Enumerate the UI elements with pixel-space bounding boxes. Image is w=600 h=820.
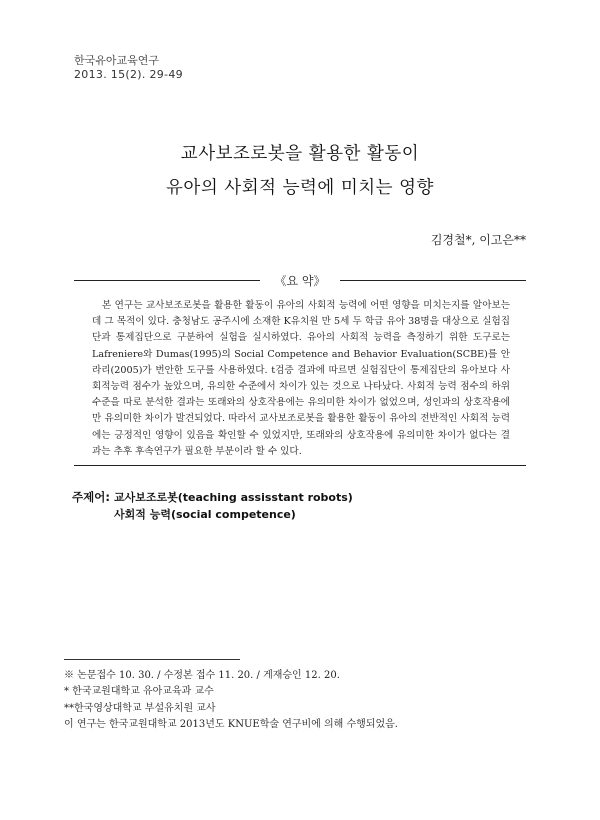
keyword-item: 사회적 능력(social competence)	[114, 508, 296, 521]
authors: 김경철*, 이고은**	[430, 233, 526, 247]
footnotes	[64, 668, 534, 734]
footnote-funding: 이 연구는 한국교원대학교 2013년도 KNUE학술 연구비에 의해 수행되었음.	[64, 719, 398, 731]
abstract-body	[92, 298, 510, 460]
footnote-author-2: **한국영상대학교 부설유치원 교사	[64, 702, 216, 714]
keywords-label: 주제어:	[72, 490, 110, 504]
footnote-author-1: * 한국교원대학교 유아교육과 교수	[64, 686, 214, 698]
abstract-paragraph: 본 연구는 교사보조로봇을 활용한 활동이 유아의 사회적 능력에 어떤 영향을 미치는지를 알아보는데 그 목적이 있다. 충청남도 공주시에 소재한 K유치원 만 5세 두 학급 유아 38명을 대상으로 실험집단과 통제집단으로 구분하여 실험을 실시하였다. 유아의 사회적 능력을 측정하기 위한 도구로는 Lafreniere와 Dumas(1995)의 Social Competence and Behavior Evaluation(SCBE)를 안라리(2005)가 번안한 도구를 사용하였다. t검증 결과에 따르면 실험집단이 통제집단의 유아보다 사회적능력 점수가 높았으며, 유의한 수준에서 차이가 있는 것으로 나타났다. 사회적 능력 점수의 하위수준을 따로 분석한 결과는 또래와의 상호작용에는 유의미한 차이가 없었으며, 성인과의 상호작용에만 유의미한 차이가 발견되었다. 따라서 교사보조로봇을 활용한 활동이 유아의 전반적인 사회적 능력에는 긍정적인 영향이 있음을 확인할 수 있었지만, 또래와의 상호작용에 유의미한 차이가 없다는 결과는 추후 후속연구가 필요한 부분이라 할 수 있다.	[92, 300, 510, 457]
keyword-item: 교사보조로봇(teaching assisstant robots)	[114, 491, 353, 504]
abstract-rule-left	[74, 280, 260, 281]
journal-issue: 2013. 15(2). 29-49	[74, 68, 183, 81]
abstract-rule-bottom	[74, 465, 526, 466]
paper-title-line-2: 유아의 사회적 능력에 미치는 영향	[166, 178, 434, 198]
abstract-heading: 《요 약》	[274, 274, 326, 288]
footnote-dates: ※ 논문접수 10. 30. / 수정본 접수 11. 20. / 게재승인 12. 20.	[64, 670, 340, 681]
footnote-rule	[64, 659, 240, 660]
journal-name: 한국유아교육연구	[74, 54, 160, 67]
abstract-rule-right	[340, 280, 526, 281]
paper-title-line-1: 교사보조로봇을 활용한 활동이	[180, 144, 420, 164]
